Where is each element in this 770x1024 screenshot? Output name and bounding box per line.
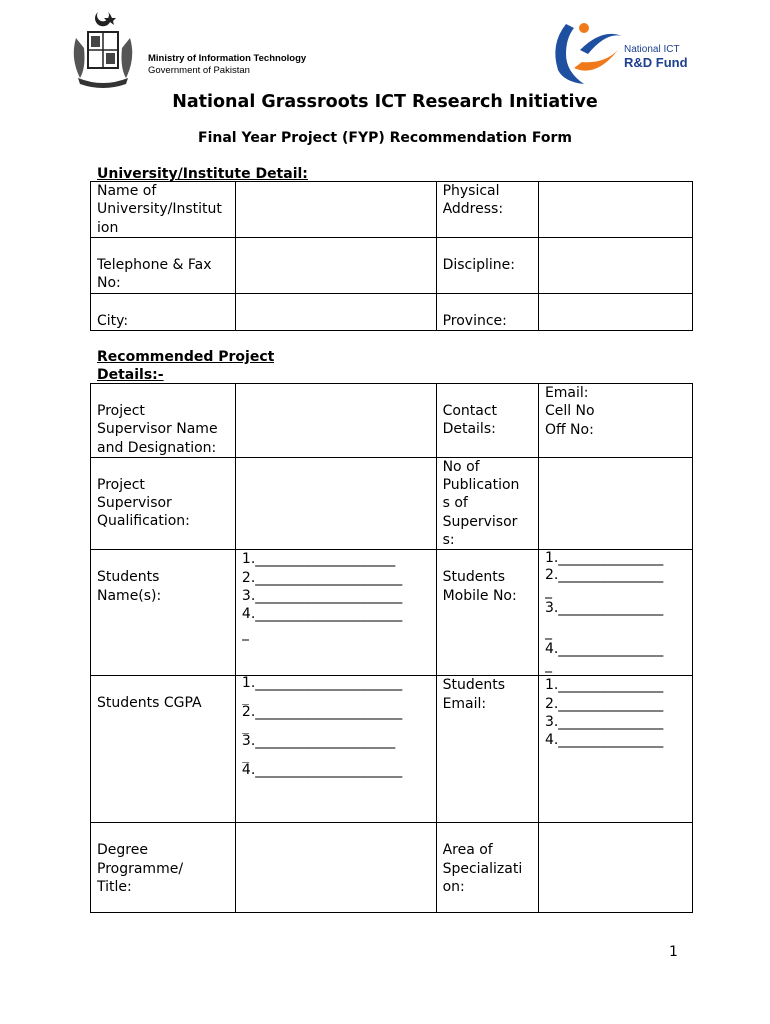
degree-programme-field[interactable] <box>235 823 436 913</box>
logo-line-1: National ICT <box>624 44 680 55</box>
students-email-label: Students Email: <box>436 676 538 823</box>
students-cgpa-row <box>91 676 693 823</box>
discipline-label: Discipline: <box>436 238 538 294</box>
contact-details-label: Contact Details: <box>436 384 538 458</box>
area-of-specialization-label: Area of Specializati on: <box>436 823 538 913</box>
province-label: Province: <box>436 293 538 330</box>
telephone-fax-field[interactable] <box>235 238 436 294</box>
city-field[interactable] <box>235 293 436 330</box>
city-label: City: <box>91 293 236 330</box>
students-cgpa-label: Students CGPA <box>91 676 236 823</box>
government-emblem <box>66 8 140 92</box>
supervisor-row <box>91 384 693 458</box>
logo-line-2: R&D Fund <box>624 55 688 70</box>
city-row <box>91 293 693 330</box>
project-section-heading: Recommended Project Details:- <box>97 349 275 383</box>
telephone-row <box>91 238 693 294</box>
university-name-label: Name of University/Institut ion <box>91 182 236 238</box>
publications-field[interactable] <box>538 457 692 549</box>
students-names-field[interactable]: 1.____________________ 2._____________________ 3._____________________ 4._____________________ _ <box>235 550 436 676</box>
ict-rnd-fund-logo <box>544 14 694 86</box>
university-name-row <box>91 182 693 238</box>
supervisor-name-label: Project Supervisor Name and Designation: <box>91 384 236 458</box>
publications-label: No of Publication s of Supervisor s: <box>436 457 538 549</box>
project-detail-table <box>90 383 693 913</box>
university-name-field[interactable] <box>235 182 436 238</box>
supervisor-name-field[interactable] <box>235 384 436 458</box>
students-names-row <box>91 550 693 676</box>
students-cgpa-field[interactable]: 1._____________________ _ 2._____________________ _ 3.____________________ _ 4._____________________ <box>235 676 436 823</box>
physical-address-field[interactable] <box>538 182 692 238</box>
telephone-fax-label: Telephone & Fax No: <box>91 238 236 294</box>
ministry-heading <box>148 53 306 77</box>
discipline-field[interactable] <box>538 238 692 294</box>
university-detail-table <box>90 181 693 331</box>
students-mobile-label: Students Mobile No: <box>436 550 538 676</box>
form-subtitle: Final Year Project (FYP) Recommendation Form <box>198 130 572 146</box>
supervisor-qualification-label: Project Supervisor Qualification: <box>91 457 236 549</box>
area-of-specialization-field[interactable] <box>538 823 692 913</box>
ministry-name: Ministry of Information Technology <box>148 53 307 64</box>
contact-details-field[interactable]: Email: Cell No Off No: <box>538 384 692 458</box>
degree-programme-label: Degree Programme/ Title: <box>91 823 236 913</box>
students-names-label: Students Name(s): <box>91 550 236 676</box>
degree-row <box>91 823 693 913</box>
students-email-field[interactable]: 1._______________ 2._______________ 3._______________ 4._______________ <box>538 676 692 823</box>
physical-address-label: Physical Address: <box>436 182 538 238</box>
university-section-heading: University/Institute Detail: <box>97 166 308 182</box>
province-field[interactable] <box>538 293 692 330</box>
qualification-row <box>91 457 693 549</box>
page-title: National Grassroots ICT Research Initiative <box>172 92 598 112</box>
supervisor-qualification-field[interactable] <box>235 457 436 549</box>
government-name: Government of Pakistan <box>148 65 250 76</box>
page-number: 1 <box>669 944 678 960</box>
students-mobile-field[interactable]: 1._______________ 2._______________ _ 3._______________ _ 4._______________ _ <box>538 550 692 676</box>
